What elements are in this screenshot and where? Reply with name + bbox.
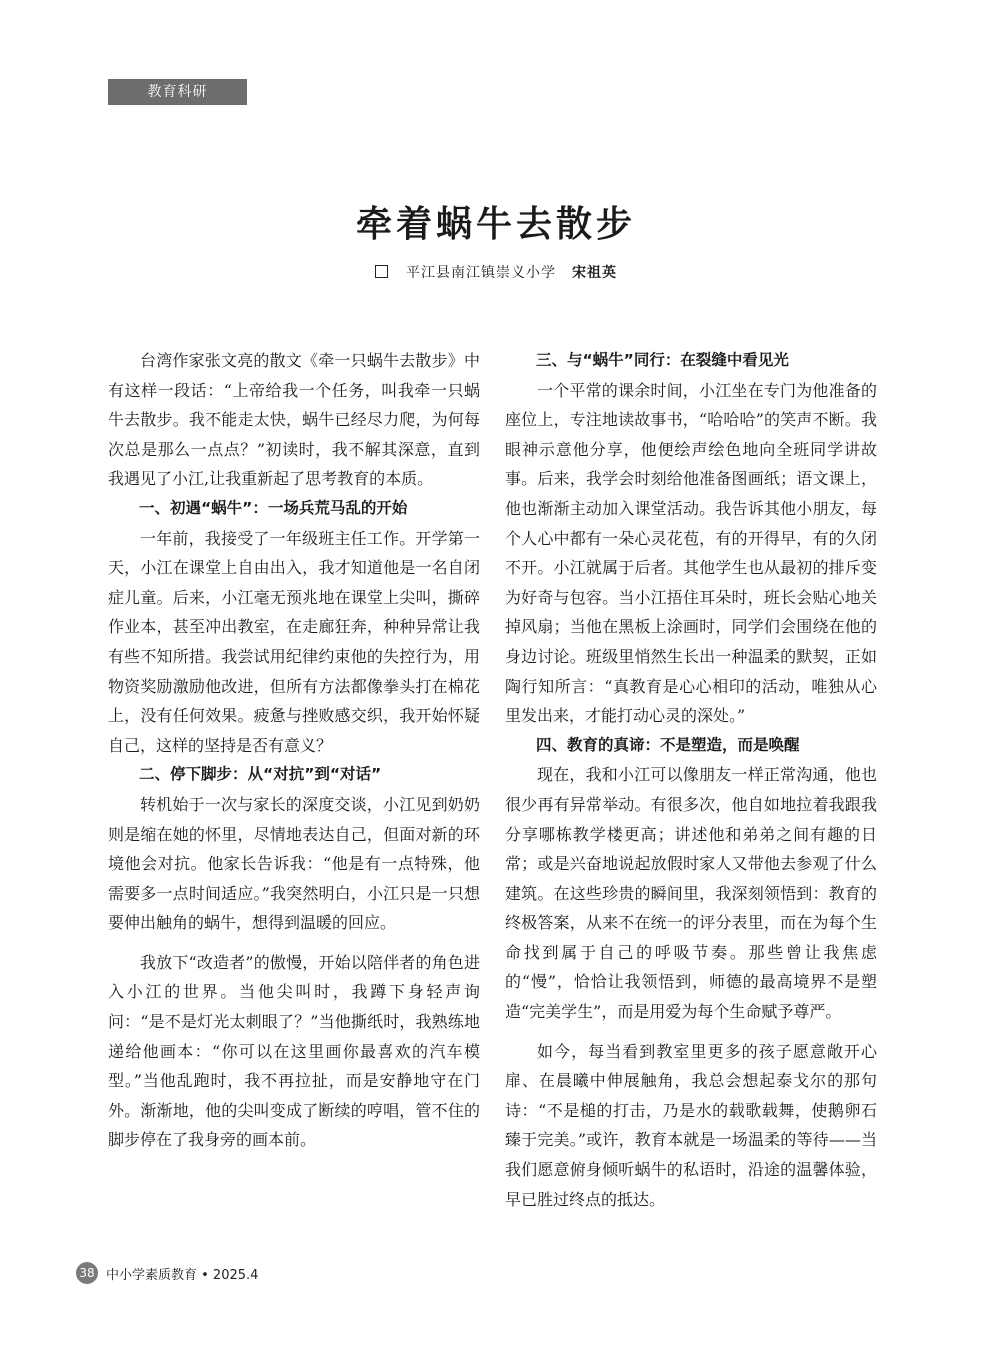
page-footer [76,1262,258,1284]
section-heading: 一、初遇“蜗牛”：一场兵荒马乱的开始 [139,498,408,517]
paragraph: 如今，每当看到教室里更多的孩子愿意敞开心扉、在晨曦中伸展触角，我总会想起泰戈尔的那句诗：“不是槌的打击，乃是水的载歌载舞，使鹅卵石臻于完美。”或许，教育本就是一场温柔的等待——当我们愿意俯身倾听蜗牛的私语时，沿途的温馨体验，早已胜过终点的抵达。 [505,1041,877,1209]
paragraph: 一个平常的课余时间，小江坐在专门为他准备的座位上，专注地读故事书，“哈哈哈”的笑声不断。我眼神示意他分享，他便绘声绘色地向全班同学讲故事。后来，我学会时刻给他准备图画纸；语文课上，他也渐渐主动加入课堂活动。我告诉其他小朋友，每个人心中都有一朵心灵花苞，有的开得早，有的久闭不开。小江就属于后者。其他学生也从最初的排斥变为好奇与包容。当小江捂住耳朵时，班长会贴心地关掉风扇；当他在黑板上涂画时，同学们会围绕在他的身边讨论。班级里悄然生长出一种温柔的默契，正如陶行知所言：“真教育是心心相印的活动，唯独从心里发出来，才能打动心灵的深处。” [505,380,877,726]
section-heading: 三、与“蜗牛”同行：在裂缝中看见光 [536,351,789,369]
section-heading: 四、教育的真谛：不是塑造，而是唤醒 [536,735,800,754]
paragraph: 一年前，我接受了一年级班主任工作。开学第一天，小江在课堂上自由出入，我才知道他是一名自闭症儿童。后来，小江毫无预兆地在课堂上尖叫，撕碎作业本，甚至冲出教室，在走廊狂奔，种种异常让我有些不知所措。我尝试用纪律约束他的失控行为，用物资奖励激励他改进，但所有方法都像拳头打在棉花上，没有任何效果。疲惫与挫败感交织，我开始怀疑自己，这样的坚持是否有意义？ [108,528,480,755]
right-column [505,346,877,1214]
square-icon [375,265,388,278]
byline [0,262,992,282]
section-tag: 教育科研 [108,79,247,105]
paragraph: 我放下“改造者”的傲慢，开始以陪伴者的角色进入小江的世界。当他尖叫时，我蹲下身轻声询问：“是不是灯光太刺眼了？”当他撕纸时，我熟练地递给他画本：“你可以在这里画你最喜欢的汽车模型。”当他乱跑时，我不再拉扯，而是安静地守在门外。渐渐地，他的尖叫变成了断续的哼唱，管不住的脚步停在了我身旁的画本前。 [108,952,480,1150]
section-heading: 二、停下脚步：从“对抗”到“对话” [139,765,382,784]
article-title: 牵着蜗牛去散步 [355,204,636,245]
page-number: 38 [76,1262,98,1284]
affiliation: 平江县南江镇崇义小学 [406,265,556,281]
left-column [108,346,480,1155]
paragraph: 现在，我和小江可以像朋友一样正常沟通，他也很少再有异常举动。有很多次，他自如地拉着我跟我分享哪栋教学楼更高；讲述他和弟弟之间有趣的日常；或是兴奋地说起放假时家人又带他去参观了什么建筑。在这些珍贵的瞬间里，我深刻领悟到：教育的终极答案，从来不在统一的评分表里，而在为每个生命找到属于自己的呼吸节奏。那些曾让我焦虑的“慢”，恰恰让我领悟到，师德的最高境界不是塑造“完美学生”，而是用爱为每个生命赋予尊严。 [505,765,877,1022]
author-name: 宋祖英 [572,265,617,281]
journal-info: 中小学素质教育 • 2025.4 [106,1267,259,1283]
paragraph: 台湾作家张文亮的散文《牵一只蜗牛去散步》中有这样一段话：“上帝给我一个任务，叫我牵一只蜗牛去散步。我不能走太快，蜗牛已经尽力爬，为何每次总是那么一点点？”初读时，我不解其深意，直到我遇见了小江,让我重新起了思考教育的本质。 [108,351,480,489]
paragraph: 转机始于一次与家长的深度交谈，小江见到奶奶则是缩在她的怀里，尽情地表达自己，但面对新的环境他会对抗。他家长告诉我：“他是有一点特殊，他需要多一点时间适应。”我突然明白，小江只是一只想要伸出触角的蜗牛，想得到温暖的回应。 [108,794,480,933]
